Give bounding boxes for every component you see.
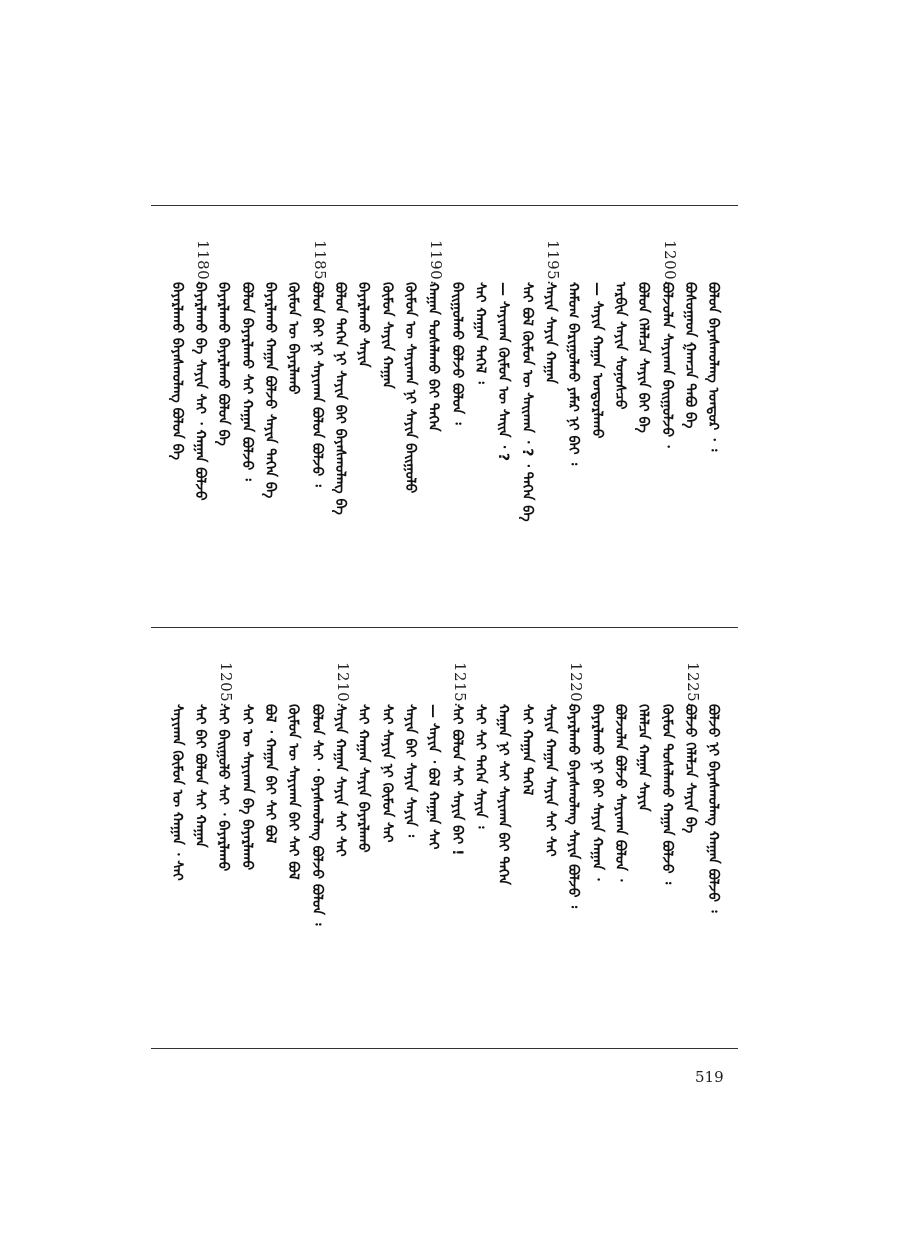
middle-rule [151, 627, 738, 628]
verse-text: ᠪᠣᠯᠵᠤ ᠨᠢ ᠪᠠᠶᠠᠰᠬᠤᠯᠠᠩ ᠬᠠᠭᠠᠨ ᠪᠣᠯᠵᠤ ᠄ [705, 704, 721, 913]
verse-line [538, 240, 562, 615]
verse-text: ᠰᠠᠢ ᠬᠠᠭᠠᠨ ᠰᠠᠶᠢᠨ ᠪᠠᠶᠠᠷᠯᠠᠬᠤ [355, 704, 371, 853]
line-number: 1205. [217, 662, 235, 708]
verse-line [211, 662, 235, 1037]
verse-line [561, 240, 585, 615]
line-number: 1225. [684, 662, 702, 708]
line-number: 1215. [451, 662, 469, 708]
verse-line [445, 240, 469, 615]
verse-text: ᠪᠠᠶᠠᠷᠯᠠᠬᠤ ᠪᠠᠶᠠᠷᠯᠠᠬᠤ ᠪᠣᠯᠤᠨ ᠪᠠ [215, 282, 231, 446]
bottom-rule [151, 1048, 738, 1049]
verse-line [678, 240, 702, 615]
verse-text: ᠬᠠᠭᠠᠨ ᠨᠢ ᠰᠠᠢ ᠰᠠᠶᠢᠬᠠᠨ ᠪᠠᠢ ᠲᠡᠭᠡᠨ [495, 704, 511, 885]
verse-line [421, 240, 445, 615]
verse-text: ᠰᠠᠢ ᠬᠠᠭᠠᠨ ᠲᠡᠭᠡᠯ [519, 704, 535, 796]
verse-text: ᠬᠦᠮᠦᠨ ᠦ ᠪᠠᠶᠠᠷᠯᠠᠬᠤ [285, 282, 301, 395]
verse-line [421, 662, 445, 1037]
line-number: 1220. [567, 662, 585, 708]
verse-text: ᠰᠠᠶᠢᠨ ᠪᠠᠢ ᠰᠠᠶᠢᠨ ᠰᠠᠶᠢᠨ ᠄ [402, 704, 418, 838]
verse-line [188, 662, 212, 1037]
verse-line [165, 662, 189, 1037]
verse-text: ᠪᠣᠯᠤᠨ ᠲᠡᠭᠡᠨ ᠨᠢ ᠰᠠᠶᠢᠨ ᠪᠠᠢ ᠪᠠᠶᠠᠰᠬᠤᠯᠠᠩ ᠪᠠ [332, 282, 348, 515]
verse-text: ᠰᠠᠶᠢᠨ ᠬᠠᠭᠠᠨ ᠰᠠᠶᠢᠨ ᠰᠠᠢ ᠰᠠᠢ [542, 704, 558, 857]
verse-text: ᠰᠠᠢ ᠬᠠᠭᠠᠨ ᠲᠡᠭᠡᠯ ᠄ [472, 282, 488, 384]
verse-line [258, 662, 282, 1037]
verse-text: ᠰᠠᠶᠢᠨ ᠬᠠᠭᠠᠨ ᠰᠠᠶᠢᠨ ᠰᠠᠢ ᠰᠠᠢ [332, 704, 348, 857]
verse-text: ᠪᠠᠶᠠᠷᠯᠠᠬᠤ ᠬᠠᠭᠠᠨ ᠪᠣᠯᠵᠤ ᠰᠠᠶᠢᠨ ᠲᠡᠭᠡᠨ ᠪᠠ [262, 282, 278, 499]
verse-text: ᠪᠠᠶᠠᠷᠯᠠᠬᠤ ᠪᠠᠶᠠᠰᠬᠤᠯᠠᠩ ᠰᠠᠶᠢᠨ ᠪᠣᠯᠵᠤ ᠄ [565, 704, 581, 908]
verse-text: — ᠰᠠᠶᠢᠨ ᠂ ᠪᠣᠯ ᠬᠠᠭᠠᠨ ᠰᠠᠢ [425, 704, 441, 850]
verse-text: ᠰᠠᠢ ᠪᠣᠯ ᠬᠦᠮᠦᠨ ᠦ ᠰᠠᠢᠬᠠᠨ ᠂ ? ᠂ ᠲᠡᠭᠡᠨ ᠪᠠ [519, 282, 535, 522]
verse-text: — ᠰᠠᠶᠢᠨ ᠬᠠᠭᠠᠨ ᠤᠨᠳᠤᠷᠯᠠᠬᠤ [589, 282, 605, 439]
verse-line [491, 662, 515, 1037]
line-number: 1195. [544, 240, 562, 286]
verse-line [445, 662, 469, 1037]
verse-text: ᠰᠠᠢ ᠰᠠᠶᠢᠨ ᠨᠢ ᠬᠦᠮᠦᠨ ᠰᠠᠢ [379, 704, 395, 843]
verse-text: ᠪᠠᠶᠠᠷᠯᠠᠬᠤ ᠰᠠᠶᠢᠨ [355, 282, 371, 368]
verse-line [305, 662, 329, 1037]
verse-line [631, 240, 655, 615]
verse-text: ᠰᠠᠢ ᠪᠣᠯᠤᠨ ᠰᠠᠢ ᠰᠠᠶᠢᠨ ᠪᠠᠢ ! [449, 704, 465, 856]
verse-line [468, 240, 492, 615]
verse-line [235, 240, 259, 615]
verse-text: ᠬᠦᠮᠦᠨ ᠦ ᠰᠠᠶᠢᠬᠠᠨ ᠨᠢ ᠰᠠᠶᠢᠨ ᠪᠠᠢᠭᠤᠯᠤ [402, 282, 418, 494]
verse-text: ᠠᠷᠪᠢᠨ ᠰᠠᠶᠢᠨ ᠰᠣᠨᠣᠰᠴᠤ [612, 282, 628, 410]
verse-text: ᠬᠦᠮᠦᠨ ᠲᠤᠰᠠᠯᠠᠬᠤ ᠬᠠᠭᠠᠨ ᠪᠣᠯᠵᠤ ᠄ [659, 704, 675, 885]
verse-text: ᠪᠠᠢᠭᠤᠯᠬᠤ ᠪᠣᠯᠵᠤ ᠪᠣᠯᠤᠨ ᠄ [449, 282, 465, 425]
verse-text: ᠰᠠᠢ ᠰᠠᠢ ᠲᠡᠭᠡᠨ ᠰᠠᠶᠢᠨ ᠄ [472, 704, 488, 829]
verse-line [351, 240, 375, 615]
verse-text: ᠪᠣᠯᠵᠤᠯᠠᠨ ᠰᠠᠶᠢᠬᠠᠨ ᠪᠠᠢᠭᠤᠯᠵᠤ ᠂ [659, 282, 675, 448]
verse-text: ᠰᠠᠢ ᠦ ᠰᠠᠶᠢᠬᠠᠨ ᠪᠠ ᠪᠠᠶᠠᠷᠯᠠᠬᠤ [239, 704, 255, 871]
verse-line [608, 662, 632, 1037]
line-number: 1190. [427, 240, 445, 286]
verse-line [351, 662, 375, 1037]
verse-line [258, 240, 282, 615]
verse-line [585, 240, 609, 615]
lower-verse-block [165, 662, 725, 1037]
verse-text: ᠪᠠᠶᠠᠷᠯᠠᠬᠤ ᠨᠢ ᠪᠠᠢ ᠰᠠᠶᠢᠨ ᠬᠠᠭᠠᠨ ᠂ [589, 704, 605, 881]
verse-text: ᠬᠠᠭᠠᠨ ᠲᠤᠰᠠᠯᠠᠬᠤ ᠪᠠᠢ ᠲᠡᠭᠡᠨ [425, 282, 441, 432]
verse-line [375, 662, 399, 1037]
verse-line [608, 240, 632, 615]
verse-line [398, 662, 422, 1037]
verse-line [188, 240, 212, 615]
line-number: 1200. [661, 240, 679, 286]
verse-text: ᠬᠦᠮᠦᠨ ᠦ ᠰᠠᠶᠢᠬᠠᠨ ᠪᠠᠢ ᠰᠠᠢ ᠪᠣᠯ [285, 704, 301, 880]
verse-line [211, 240, 235, 615]
verse-text: ᠪᠣᠯᠤᠨ ᠪᠠᠢ ᠨᠢ ᠰᠠᠶᠢᠬᠠᠨ ᠪᠣᠯᠤᠨ ᠪᠣᠯᠵᠤ ᠄ [309, 282, 325, 487]
verse-text: ᠪᠣᠯ ᠂ ᠬᠠᠭᠠᠨ ᠪᠠᠢ ᠰᠠᠢ ᠪᠣᠯ [262, 704, 278, 844]
verse-text: ᠪᠣᠯᠤᠨ ᠪᠠᠶᠠᠷᠯᠠᠬᠤ ᠰᠠᠢ ᠬᠠᠭᠠᠨ ᠪᠣᠯᠵᠤ ᠄ [239, 282, 255, 481]
verse-line [561, 662, 585, 1037]
verse-text: ᠪᠣᠯᠵᠤᠯᠠᠨ ᠪᠣᠯᠵᠤ ᠰᠠᠶᠢᠬᠠᠨ ᠪᠣᠯᠤᠨ ᠂ [612, 704, 628, 882]
line-number: 1210. [334, 662, 352, 708]
verse-line [515, 662, 539, 1037]
verse-text: ᠬᠦᠮᠦᠨ ᠰᠠᠶᠢᠨ ᠬᠠᠭᠠᠨ [379, 282, 395, 389]
verse-line [678, 662, 702, 1037]
verse-line [165, 240, 189, 615]
verse-text: ᠪᠣᠯᠤᠨ ᠰᠠᠢ ᠂ ᠪᠠᠶᠠᠰᠬᠤᠯᠠᠩ ᠪᠣᠯᠵᠤ ᠪᠣᠯᠤᠨ ᠄ [309, 704, 325, 926]
page-number: 519 [695, 1068, 724, 1086]
verse-line [701, 240, 725, 615]
verse-line [468, 662, 492, 1037]
upper-verse-block [165, 240, 725, 615]
verse-line [235, 662, 259, 1037]
verse-line [328, 240, 352, 615]
verse-line [585, 662, 609, 1037]
verse-text: ᠬᠡᠯᠡᠯᠴᠡ ᠬᠠᠭᠠᠨ ᠰᠠᠶᠢᠨ [635, 704, 651, 812]
verse-line [538, 662, 562, 1037]
line-number: 1185. [311, 240, 329, 286]
line-number: 1180. [194, 240, 212, 286]
verse-line [281, 662, 305, 1037]
verse-line [515, 240, 539, 615]
verse-line [491, 240, 515, 615]
verse-text: ᠪᠣᠯᠤᠨ ᠬᠡᠯᠡᠯᠴᠡ ᠰᠠᠶᠢᠨ ᠪᠠᠢ ᠪᠡ [635, 282, 651, 433]
verse-text: ᠰᠠᠶᠢᠨ ᠰᠠᠶᠢᠨ ᠬᠠᠭᠠᠨ [542, 282, 558, 384]
verse-text: ᠪᠣᠯᠤᠨ ᠪᠠᠶᠠᠰᠬᠤᠯᠠᠩ ᠤᠨᠳᠤᠷ ᠂ ᠄ [705, 282, 721, 452]
verse-line [398, 240, 422, 615]
verse-line [655, 662, 679, 1037]
verse-text: ᠬᠠᠮᠤᠭ ᠪᠠᠷᠢᠭᠤᠯᠬᠤ ᠶᠠᠮᠠᠷ ᠨᠢ ᠪᠠᠢ ᠄ [565, 282, 581, 466]
verse-line [701, 662, 725, 1037]
verse-text: ᠪᠠᠶᠠᠷᠯᠠᠬᠤ ᠪᠠ ᠰᠠᠶᠢᠨ ᠰᠠᠢ ᠂ ᠬᠠᠭᠠᠨ ᠪᠣᠯᠵᠤ [192, 282, 208, 501]
verse-line [655, 240, 679, 615]
top-rule [151, 205, 738, 206]
verse-text: — ᠰᠠᠶᠢᠬᠠᠨ ᠬᠦᠮᠦᠨ ᠦ ᠰᠠᠢᠨ ᠂ ? [495, 282, 511, 461]
verse-line [281, 240, 305, 615]
verse-line [375, 240, 399, 615]
verse-line [305, 240, 329, 615]
verse-text: ᠰᠠᠢ ᠪᠠᠢᠭᠤᠯᠤ ᠰᠠᠢ ᠂ ᠪᠠᠶᠠᠷᠯᠠᠬᠤ [215, 704, 231, 872]
verse-text: ᠪᠠᠶᠠᠷᠯᠠᠬᠤ ᠪᠠᠶᠠᠰᠬᠤᠯᠠᠩ ᠪᠣᠯᠤᠨ ᠪᠠ [169, 282, 185, 460]
verse-line [328, 662, 352, 1037]
verse-text: ᠰᠠᠶᠢᠬᠠᠨ ᠬᠦᠮᠦᠨ ᠦ ᠬᠠᠭᠠᠨ ᠂ ᠰᠠᠢ [169, 704, 185, 881]
verse-text: ᠪᠣᠯᠵᠤ ᠬᠡᠯᠡᠯᠴᠡ ᠰᠠᠶᠢᠨ ᠪᠠ [682, 704, 698, 834]
verse-text: ᠰᠠᠢ ᠪᠠᠢ ᠪᠣᠯᠤᠨ ᠰᠠᠢ ᠬᠠᠭᠠᠨ [192, 704, 208, 848]
verse-line [631, 662, 655, 1037]
verse-text: ᠪᠣᠰᠤᠭᠠᠳ ᠭᠠᠭᠴᠠ ᠲᠠᠪᠤ ᠪᠠ [682, 282, 698, 429]
